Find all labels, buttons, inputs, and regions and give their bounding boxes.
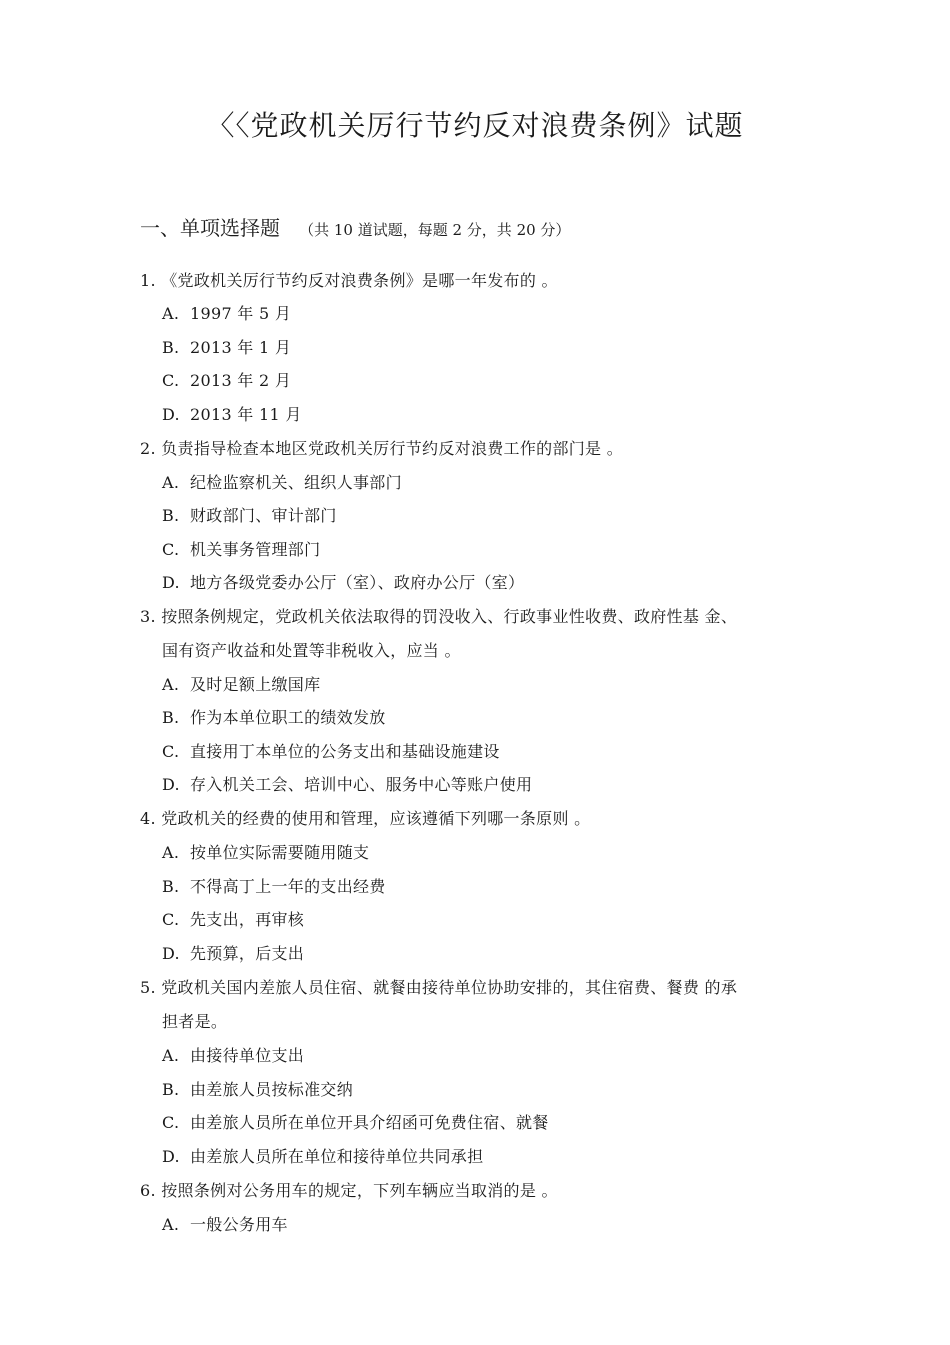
option-label: B. [162, 506, 180, 525]
option-label: C. [162, 742, 180, 761]
option-text: 先预算，后支出 [190, 944, 305, 963]
option-label: C. [162, 910, 180, 929]
option-text: 1997 年 5 月 [190, 304, 292, 323]
option-text: 地方各级党委办公厅（室）、政府办公厅（室） [190, 573, 525, 592]
question-5-option-c [162, 1110, 549, 1133]
option-label: B. [162, 338, 180, 357]
option-label: D. [162, 775, 180, 794]
question-4-option-a [162, 840, 369, 863]
question-6: 6. 按照条例对公务用车的规定，下列车辆应当取消的是 。 [140, 1181, 558, 1200]
question-2-option-a [162, 470, 402, 493]
option-label: A. [162, 304, 180, 323]
option-text: 按单位实际需要随用随支 [190, 843, 370, 862]
question-5: 5. 党政机关国内差旅人员住宿、就餐由接待单位协助安排的，其住宿费、餐费 的承 [140, 978, 738, 997]
option-label: B. [162, 1080, 180, 1099]
option-text: 纪检监察机关、组织人事部门 [190, 473, 402, 492]
question-3-option-b [162, 705, 386, 728]
question-3: 3. 按照条例规定，党政机关依法取得的罚没收入、行政事业性收费、政府性基 金、 [140, 607, 738, 626]
question-3-option-a [162, 672, 320, 695]
document-title: 〈〈党政机关厉行节约反对浪费条例》试题 [206, 109, 744, 142]
question-3-option-d [162, 772, 532, 795]
option-text: 由差旅人员所在单位和接待单位共同承担 [190, 1147, 484, 1166]
question-5-option-b [162, 1077, 353, 1100]
option-label: A. [162, 473, 180, 492]
option-text: 2013 年 2 月 [190, 371, 292, 390]
question-2-option-b [162, 503, 337, 526]
option-text: 直接用丁本单位的公务支出和基础设施建设 [190, 742, 500, 761]
question-4: 4. 党政机关的经费的使用和管理，应该遵循下列哪一条原则 。 [140, 809, 591, 828]
option-text: 2013 年 1 月 [190, 338, 292, 357]
option-label: A. [162, 843, 180, 862]
option-label: C. [162, 540, 180, 559]
section-heading: 一、单项选择题 [140, 216, 280, 240]
option-text: 由差旅人员所在单位开具介绍函可免费住宿、就餐 [190, 1113, 549, 1132]
option-label: A. [162, 1215, 180, 1234]
question-1-option-b [162, 335, 291, 358]
option-label: B. [162, 877, 180, 896]
question-3-option-c [162, 739, 500, 762]
option-label: A. [162, 1046, 180, 1065]
option-label: D. [162, 1147, 180, 1166]
option-text: 由差旅人员按标准交纳 [190, 1080, 354, 1099]
option-label: B. [162, 708, 180, 727]
option-text: 及时足额上缴国库 [190, 675, 321, 694]
option-label: D. [162, 944, 180, 963]
option-text: 先支出，再审核 [190, 910, 305, 929]
question-4-option-b [162, 874, 386, 897]
option-text: 不得高丁上一年的支出经费 [190, 877, 386, 896]
option-text: 由接待单位支出 [190, 1046, 305, 1065]
section-note: （共 10 道试题，每题 2 分，共 20 分） [299, 221, 571, 239]
question-1: 1. 《党政机关厉行节约反对浪费条例》是哪一年发布的 。 [140, 271, 558, 290]
question-1-option-c [162, 368, 291, 391]
question-2-option-c [162, 537, 320, 560]
question-2: 2. 负责指导检查本地区党政机关厉行节约反对浪费工作的部门是 。 [140, 439, 624, 458]
option-text: 财政部门、审计部门 [190, 506, 337, 525]
question-2-option-d [162, 570, 524, 593]
question-4-option-c [162, 907, 304, 930]
section-header [140, 212, 570, 241]
question-1-option-a [162, 301, 291, 324]
question-5-option-a [162, 1043, 304, 1066]
question-5-option-d [162, 1144, 483, 1167]
option-label: C. [162, 1113, 180, 1132]
question-5-continued: 担者是。 [162, 1012, 228, 1031]
option-text: 作为本单位职工的绩效发放 [190, 708, 386, 727]
question-1-option-d [162, 402, 302, 425]
option-text: 机关事务管理部门 [190, 540, 321, 559]
option-label: A. [162, 675, 180, 694]
question-6-option-a [162, 1212, 288, 1235]
option-text: 2013 年 11 月 [190, 405, 302, 424]
question-4-option-d [162, 941, 304, 964]
option-label: D. [162, 405, 180, 424]
option-text: 存入机关工会、培训中心、服务中心等账户使用 [190, 775, 533, 794]
option-label: C. [162, 371, 180, 390]
question-3-continued: 国有资产收益和处置等非税收入，应当 。 [162, 641, 461, 660]
option-label: D. [162, 573, 180, 592]
option-text: 一般公务用车 [190, 1215, 288, 1234]
